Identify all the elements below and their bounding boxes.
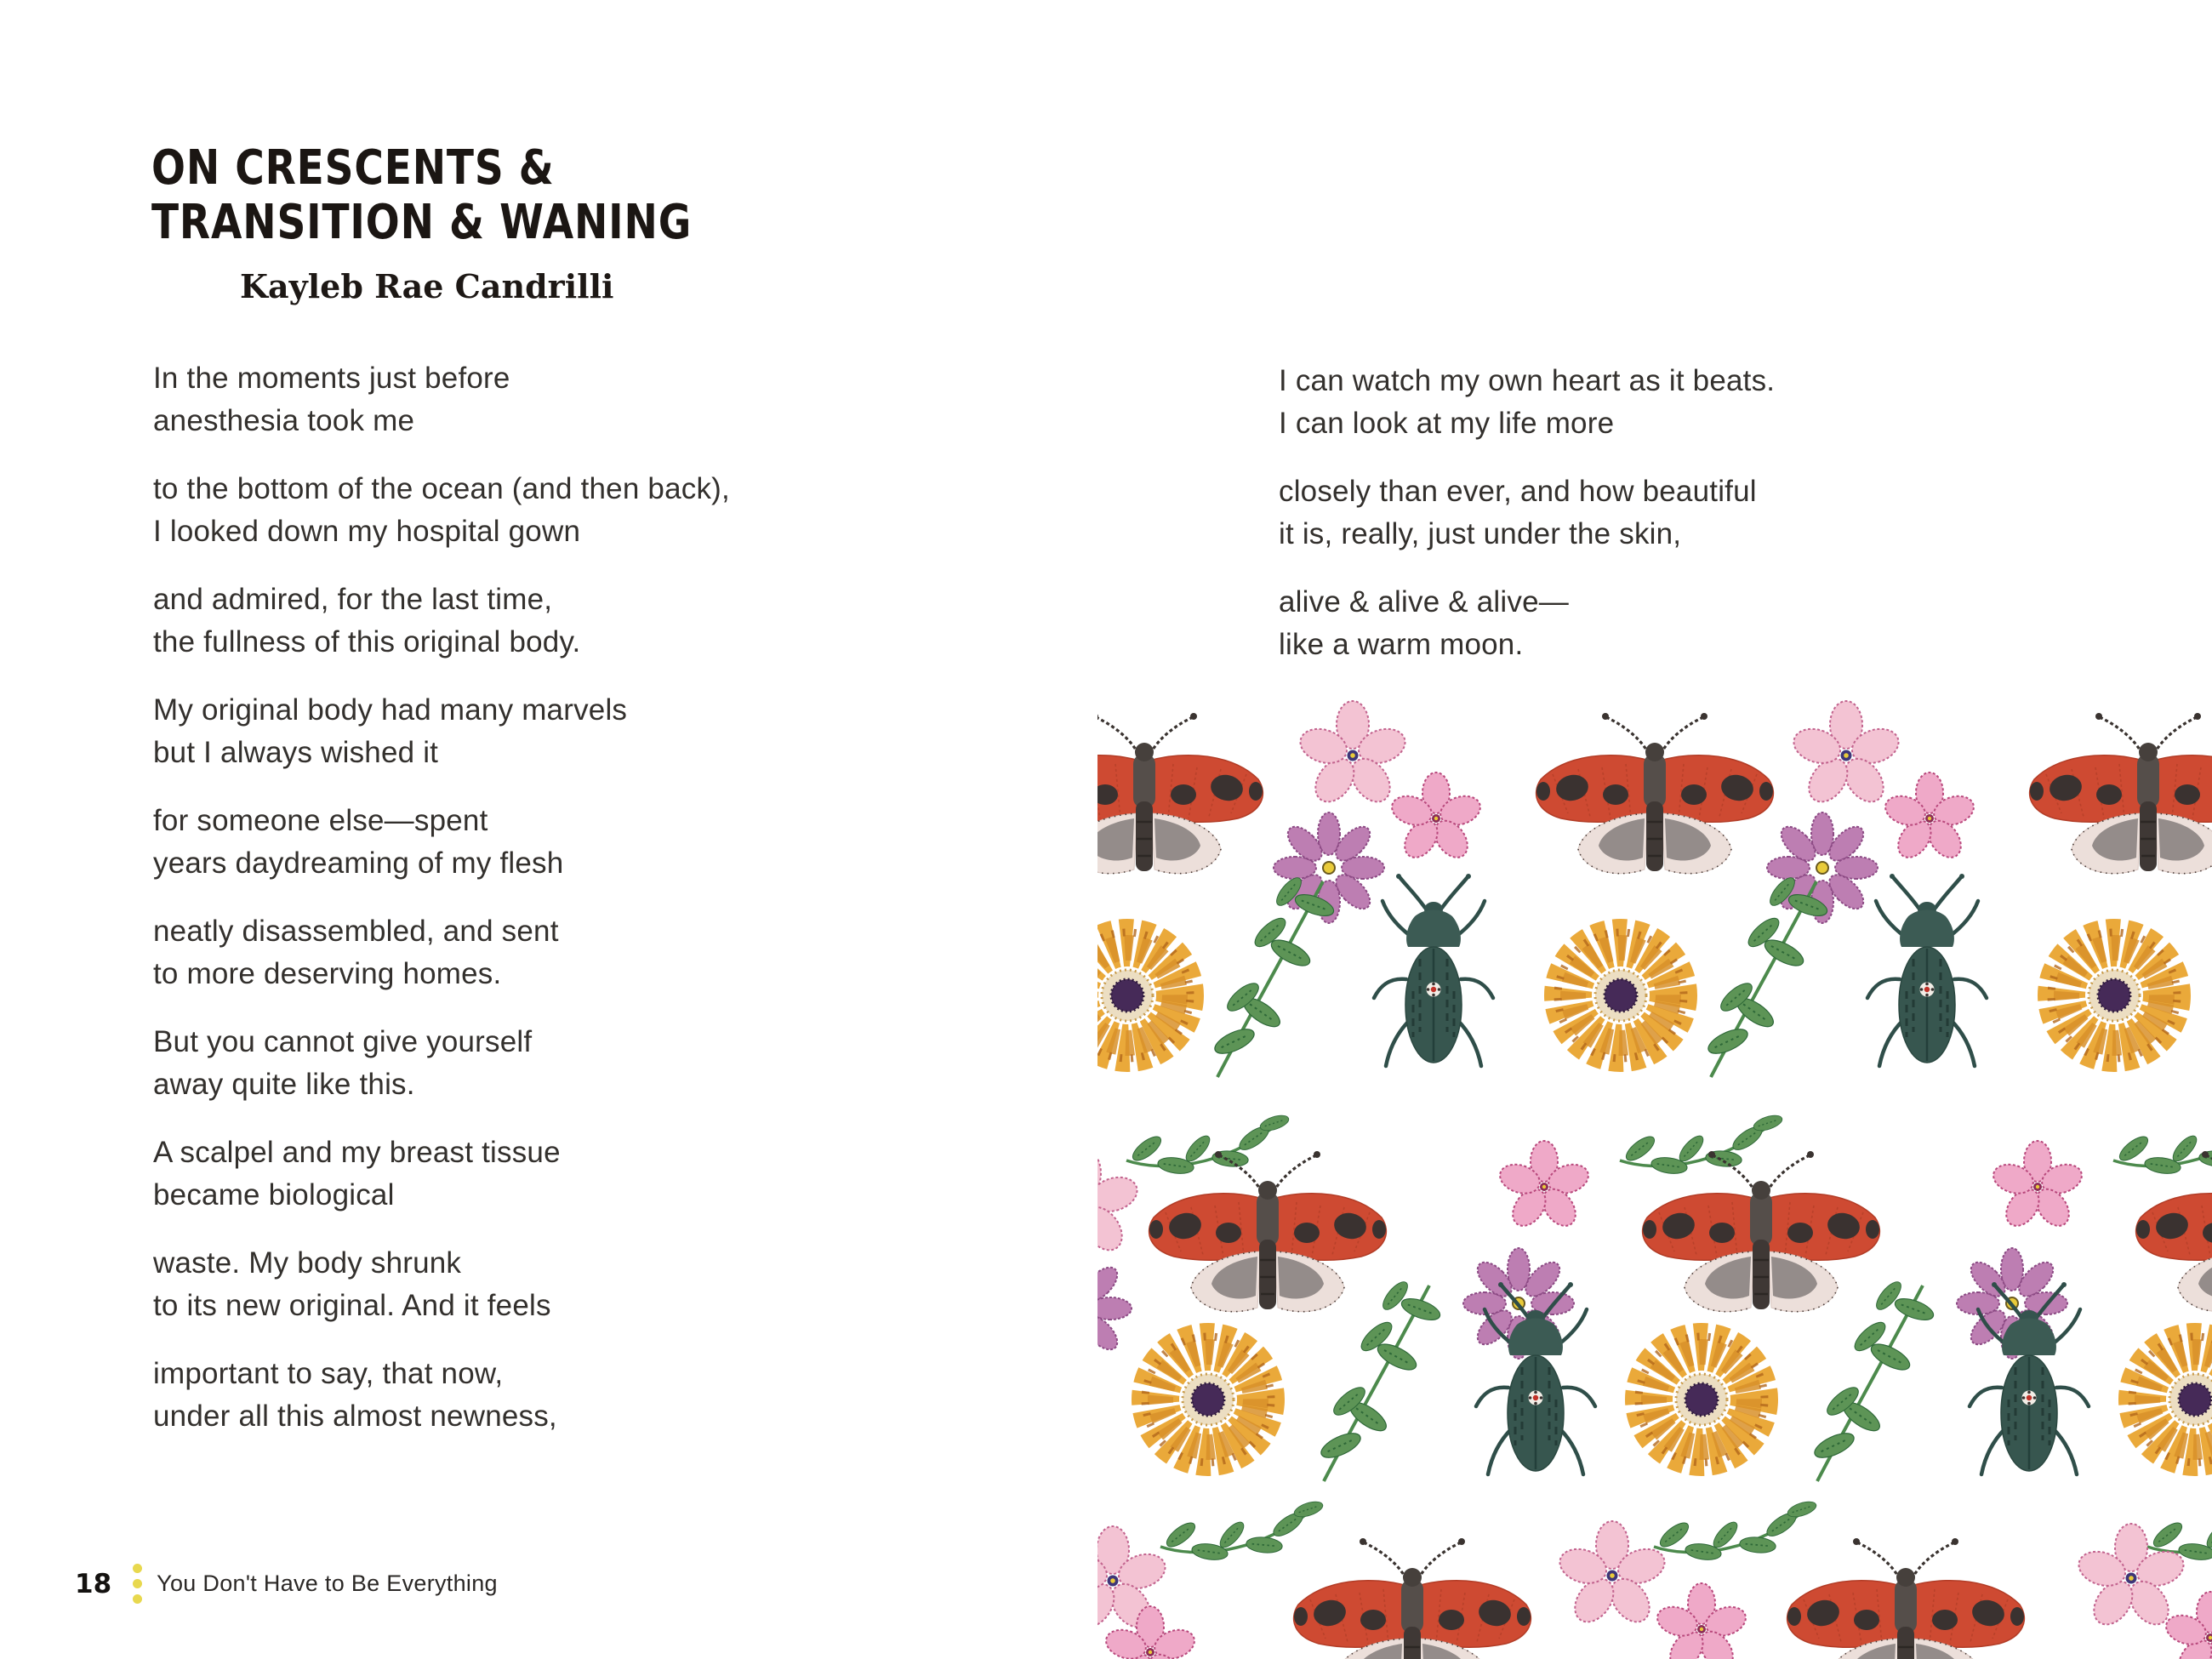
- leafy-branch-motif: [1811, 1278, 1936, 1481]
- stanza: [153, 579, 730, 664]
- moth-motif: [1294, 1538, 1531, 1659]
- small-pink-blossom-motif: [2163, 1592, 2212, 1659]
- poem-line: it is, really, just under the skin,: [1279, 517, 1682, 550]
- small-pink-blossom-motif: [1654, 1583, 1750, 1659]
- poem-author: Kayleb Rae Candrilli: [240, 267, 614, 305]
- poem-line: like a warm moon.: [1279, 628, 1524, 661]
- moth-motif: [1536, 713, 1774, 874]
- leaf-sprig-motif: [1126, 1113, 1291, 1176]
- poem-line: My original body had many marvels: [153, 693, 628, 727]
- poem-line: I can look at my life more: [1279, 407, 1615, 440]
- poem-line: alive & alive & alive—: [1279, 585, 1569, 619]
- leafy-branch-motif: [1705, 874, 1830, 1077]
- stanza: [153, 1242, 730, 1327]
- small-pink-blossom-motif: [1990, 1141, 2086, 1232]
- pink-blossom-motif: [1789, 701, 1902, 809]
- leaf-sprig-motif: [1160, 1499, 1325, 1562]
- poem-line: anesthesia took me: [153, 404, 415, 437]
- poem-line: to the bottom of the ocean (and then back),: [153, 472, 730, 505]
- poem-line: to its new original. And it feels: [153, 1289, 551, 1322]
- small-pink-blossom-motif: [1882, 772, 1978, 864]
- poem-line: away quite like this.: [153, 1068, 415, 1101]
- stanza: [1279, 470, 1775, 556]
- page-footer: [75, 1564, 498, 1604]
- poem-line: the fullness of this original body.: [153, 625, 581, 658]
- dahlia-motif: [1141, 1332, 1275, 1467]
- poem-line: became biological: [153, 1178, 395, 1211]
- leafy-branch-motif: [1318, 1278, 1443, 1481]
- pink-blossom-motif: [1097, 1149, 1142, 1257]
- beetle-motif: [1867, 874, 1987, 1066]
- poem-line: to more deserving homes.: [153, 957, 502, 990]
- poem-title-line-1: ON CRESCENTS &: [151, 140, 555, 196]
- dahlia-motif: [2047, 928, 2181, 1063]
- stanza: [153, 1353, 730, 1438]
- poem-line: A scalpel and my breast tissue: [153, 1136, 561, 1169]
- stanza: [153, 1021, 730, 1106]
- poem-line: In the moments just before: [153, 362, 510, 395]
- small-pink-blossom-motif: [1497, 1141, 1593, 1232]
- moth-motif: [1097, 713, 1263, 874]
- stanza: [153, 800, 730, 885]
- poem-line: and admired, for the last time,: [153, 583, 553, 616]
- stanza: [1279, 581, 1775, 666]
- stanza: [153, 910, 730, 995]
- leaf-sprig-motif: [1654, 1499, 1818, 1562]
- pink-blossom-motif: [1555, 1521, 1668, 1629]
- beetle-motif: [1374, 874, 1493, 1066]
- small-pink-blossom-motif: [1388, 772, 1485, 864]
- poem-title-line-2: TRANSITION & WANING: [151, 195, 693, 250]
- poem-line: under all this almost newness,: [153, 1400, 557, 1433]
- moth-motif: [1149, 1151, 1387, 1312]
- page-number: 18: [75, 1568, 112, 1599]
- moth-floral-pattern-illustration: [1097, 698, 2212, 1659]
- stanza: [153, 1132, 730, 1217]
- stanza: [153, 357, 730, 442]
- poem-line: I looked down my hospital gown: [153, 515, 581, 548]
- poem-line: I can watch my own heart as it beats.: [1279, 364, 1776, 397]
- moth-motif: [2030, 713, 2212, 874]
- poem-line: years daydreaming of my flesh: [153, 847, 564, 880]
- leafy-branch-motif: [1211, 874, 1337, 1077]
- leaf-sprig-motif: [2147, 1499, 2212, 1562]
- poem-line: for someone else—spent: [153, 804, 488, 837]
- dahlia-motif: [1097, 928, 1194, 1063]
- yellow-dots-icon: [133, 1564, 142, 1604]
- poem-line: important to say, that now,: [153, 1357, 504, 1390]
- moth-motif: [1643, 1151, 1880, 1312]
- poem-left-column: [153, 357, 730, 1463]
- stanza: [153, 468, 730, 553]
- poem-line: But you cannot give yourself: [153, 1025, 533, 1058]
- stanza: [1279, 360, 1775, 445]
- moth-motif: [2136, 1151, 2212, 1312]
- dahlia-motif: [1554, 928, 1688, 1063]
- dahlia-motif: [2128, 1332, 2212, 1467]
- poem-title: [151, 141, 795, 250]
- poem-right-column: [1279, 360, 1775, 692]
- poem-line: but I always wished it: [153, 736, 439, 769]
- leaf-sprig-motif: [1620, 1113, 1784, 1176]
- poem-line: closely than ever, and how beautiful: [1279, 475, 1757, 508]
- purple-cosmos-motif: [1097, 1253, 1132, 1364]
- leaf-sprig-motif: [2113, 1113, 2212, 1176]
- stanza: [153, 689, 730, 774]
- poem-line: waste. My body shrunk: [153, 1246, 462, 1280]
- poem-line: neatly disassembled, and sent: [153, 915, 559, 948]
- book-title: You Don't Have to Be Everything: [157, 1571, 498, 1596]
- moth-motif: [1787, 1538, 2025, 1659]
- dahlia-motif: [1634, 1332, 1769, 1467]
- dot-icon: [133, 1594, 142, 1604]
- pink-blossom-motif: [1296, 701, 1409, 809]
- dot-icon: [133, 1564, 142, 1573]
- dot-icon: [133, 1579, 142, 1588]
